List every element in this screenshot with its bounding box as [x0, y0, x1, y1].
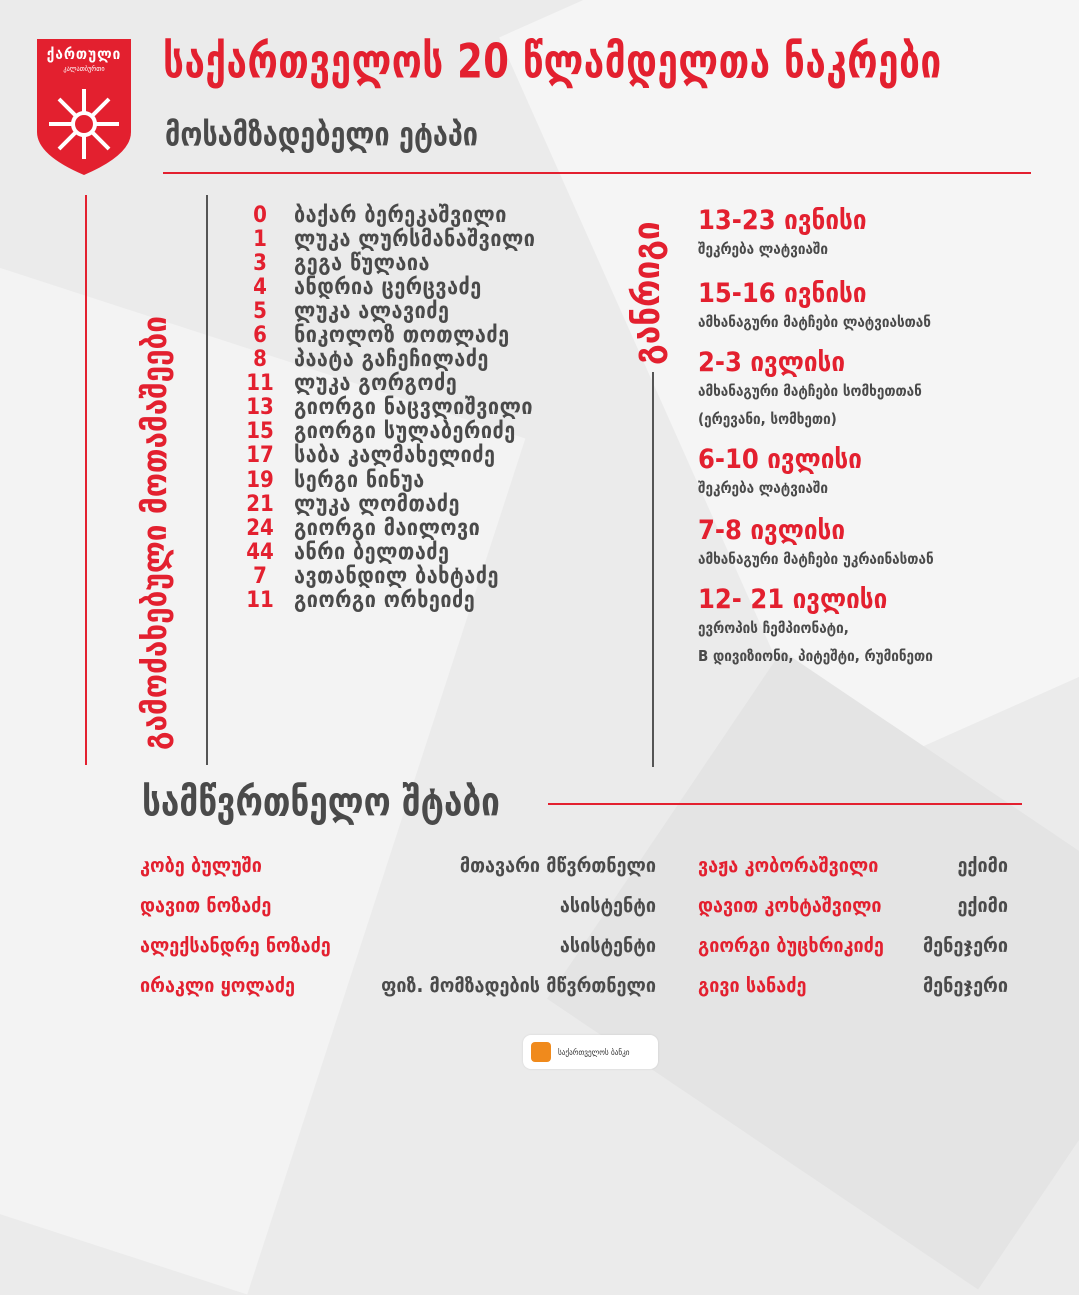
schedule-date: 15-16 ივნისი	[698, 278, 867, 309]
schedule-item	[698, 584, 1038, 665]
staff-role: მენეჯერი	[922, 933, 1008, 957]
staff-row	[140, 845, 656, 885]
staff-name: ალექსანდრე ნოზაძე	[140, 933, 331, 957]
player-number: 4	[253, 274, 267, 300]
staff-name: ვაჟა კობორაშვილი	[698, 853, 879, 877]
player-row	[240, 275, 535, 299]
sponsor-name: საქართველოს ბანკი	[558, 1047, 630, 1057]
player-number: 17	[246, 443, 274, 469]
schedule-item	[698, 515, 1038, 568]
player-name: გიორგი სულაბერიძე	[294, 419, 516, 445]
schedule-list	[698, 205, 1038, 665]
player-name: ლუკა გორგოძე	[294, 371, 458, 397]
player-number: 19	[246, 467, 274, 493]
player-name: ნიკოლოზ თოთლაძე	[294, 323, 510, 349]
player-name: ავთანდილ ბახტაძე	[294, 563, 499, 589]
player-name: ლუკა ლურსმანაშვილი	[294, 226, 536, 252]
staff-name: გიორგი ბუცხრიკიძე	[698, 933, 884, 957]
players-list	[240, 203, 535, 613]
staff-role: მთავარი მწვრთნელი	[459, 853, 656, 877]
player-row	[240, 444, 535, 468]
player-row	[240, 564, 535, 588]
player-row	[240, 492, 535, 516]
page-title: საქართველოს 20 წლამდელთა ნაკრები	[163, 34, 942, 90]
player-row	[240, 251, 535, 275]
federation-logo	[35, 37, 133, 177]
staff-role: ასისტენტი	[559, 933, 656, 957]
player-row	[240, 323, 535, 347]
player-row	[240, 372, 535, 396]
player-name: პაატა გაჩეჩილაძე	[294, 347, 489, 373]
logo-text: ქართული	[46, 45, 122, 63]
player-row	[240, 516, 535, 540]
staff-role: ასისტენტი	[559, 893, 656, 917]
staff-row	[698, 885, 1008, 925]
staff-role: ექიმი	[957, 853, 1008, 877]
player-number: 15	[246, 419, 274, 445]
player-row	[240, 203, 535, 227]
player-name: ანდრია ცერცვაძე	[294, 274, 482, 300]
staff-name: ირაკლი ყოლაძე	[140, 973, 295, 997]
player-number: 0	[253, 202, 267, 228]
staff-name: გივი სანაძე	[698, 973, 807, 997]
player-name: გეგა წულაია	[294, 250, 430, 276]
logo-subtext: კალათბურთი	[63, 65, 105, 73]
player-name: ანრი ბელთაძე	[294, 539, 450, 565]
schedule-description: ევროპის ჩემპიონატი,	[698, 619, 849, 637]
staff-name: დავით ნოზაძე	[140, 893, 272, 917]
schedule-item	[698, 278, 1038, 331]
player-number: 11	[246, 588, 274, 614]
players-divider	[206, 195, 208, 765]
player-name: გიორგი ნაცვლიშვილი	[294, 395, 533, 421]
player-number: 44	[246, 539, 274, 565]
player-row	[240, 540, 535, 564]
player-row	[240, 468, 535, 492]
staff-row	[140, 925, 656, 965]
schedule-description: შეკრება ლატვიაში	[698, 479, 828, 497]
schedule-description: ამხანაგური მატჩები სომხეთთან	[698, 382, 922, 400]
player-number: 24	[246, 515, 274, 541]
player-number: 3	[253, 250, 267, 276]
player-number: 5	[253, 298, 267, 324]
staff-row	[698, 845, 1008, 885]
bank-logo-icon	[531, 1042, 551, 1062]
schedule-item	[698, 444, 1038, 497]
player-name: საბა კალმახელიძე	[294, 443, 496, 469]
staff-name: დავით კოხტაშვილი	[698, 893, 882, 917]
player-name: გიორგი ორხეიძე	[294, 588, 476, 614]
staff-role: მენეჯერი	[922, 973, 1008, 997]
staff-heading: სამწვრთნელო შტაბი	[142, 778, 500, 826]
player-number: 7	[253, 563, 267, 589]
schedule-date: 13-23 ივნისი	[698, 205, 867, 236]
schedule-item	[698, 347, 1038, 428]
left-divider	[85, 195, 87, 765]
schedule-heading: განრიგი	[625, 221, 668, 365]
schedule-item	[698, 205, 1038, 258]
staff-list-left	[140, 845, 656, 1005]
player-number: 1	[253, 226, 267, 252]
staff-row	[698, 965, 1008, 1005]
schedule-description: შეკრება ლატვიაში	[698, 240, 828, 258]
player-row	[240, 348, 535, 372]
schedule-description: ამხანაგური მატჩები უკრაინასთან	[698, 550, 934, 568]
header-divider	[163, 172, 1031, 174]
staff-divider	[548, 803, 1022, 805]
player-number: 11	[246, 371, 274, 397]
player-row	[240, 227, 535, 251]
player-number: 6	[253, 323, 267, 349]
player-name: ლუკა ლომთაძე	[294, 491, 461, 517]
player-name: გიორგი მაილოვი	[294, 515, 481, 541]
schedule-date: 7-8 ივლისი	[698, 515, 845, 546]
staff-role: ექიმი	[957, 893, 1008, 917]
schedule-divider	[652, 372, 654, 767]
player-number: 13	[246, 395, 274, 421]
player-number: 8	[253, 347, 267, 373]
sponsor-badge	[523, 1035, 658, 1069]
player-name: ლუკა ალავიძე	[294, 298, 450, 324]
schedule-description: (ერევანი, სომხეთი)	[698, 410, 837, 428]
player-name: ბაქარ ბერეკაშვილი	[294, 202, 507, 228]
page-subtitle: მოსამზადებელი ეტაპი	[165, 116, 478, 155]
staff-row	[140, 885, 656, 925]
player-row	[240, 589, 535, 613]
staff-row	[698, 925, 1008, 965]
staff-role: ფიზ. მომზადების მწვრთნელი	[381, 973, 656, 997]
player-row	[240, 420, 535, 444]
schedule-date: 12- 21 ივლისი	[698, 584, 888, 615]
player-row	[240, 396, 535, 420]
schedule-description: ამხანაგური მატჩები ლატვიასთან	[698, 313, 931, 331]
schedule-description: B დივიზიონი, პიტეშტი, რუმინეთი	[698, 647, 933, 665]
schedule-date: 6-10 ივლისი	[698, 444, 862, 475]
staff-list-right	[698, 845, 1008, 1005]
schedule-date: 2-3 ივლისი	[698, 347, 845, 378]
player-number: 21	[246, 491, 274, 517]
player-row	[240, 299, 535, 323]
staff-row	[140, 965, 656, 1005]
players-heading: გამოძახებული მოთამაშეები	[135, 315, 174, 750]
staff-name: კობე ბულუში	[140, 853, 262, 877]
player-name: სერგი ნინუა	[294, 467, 425, 493]
